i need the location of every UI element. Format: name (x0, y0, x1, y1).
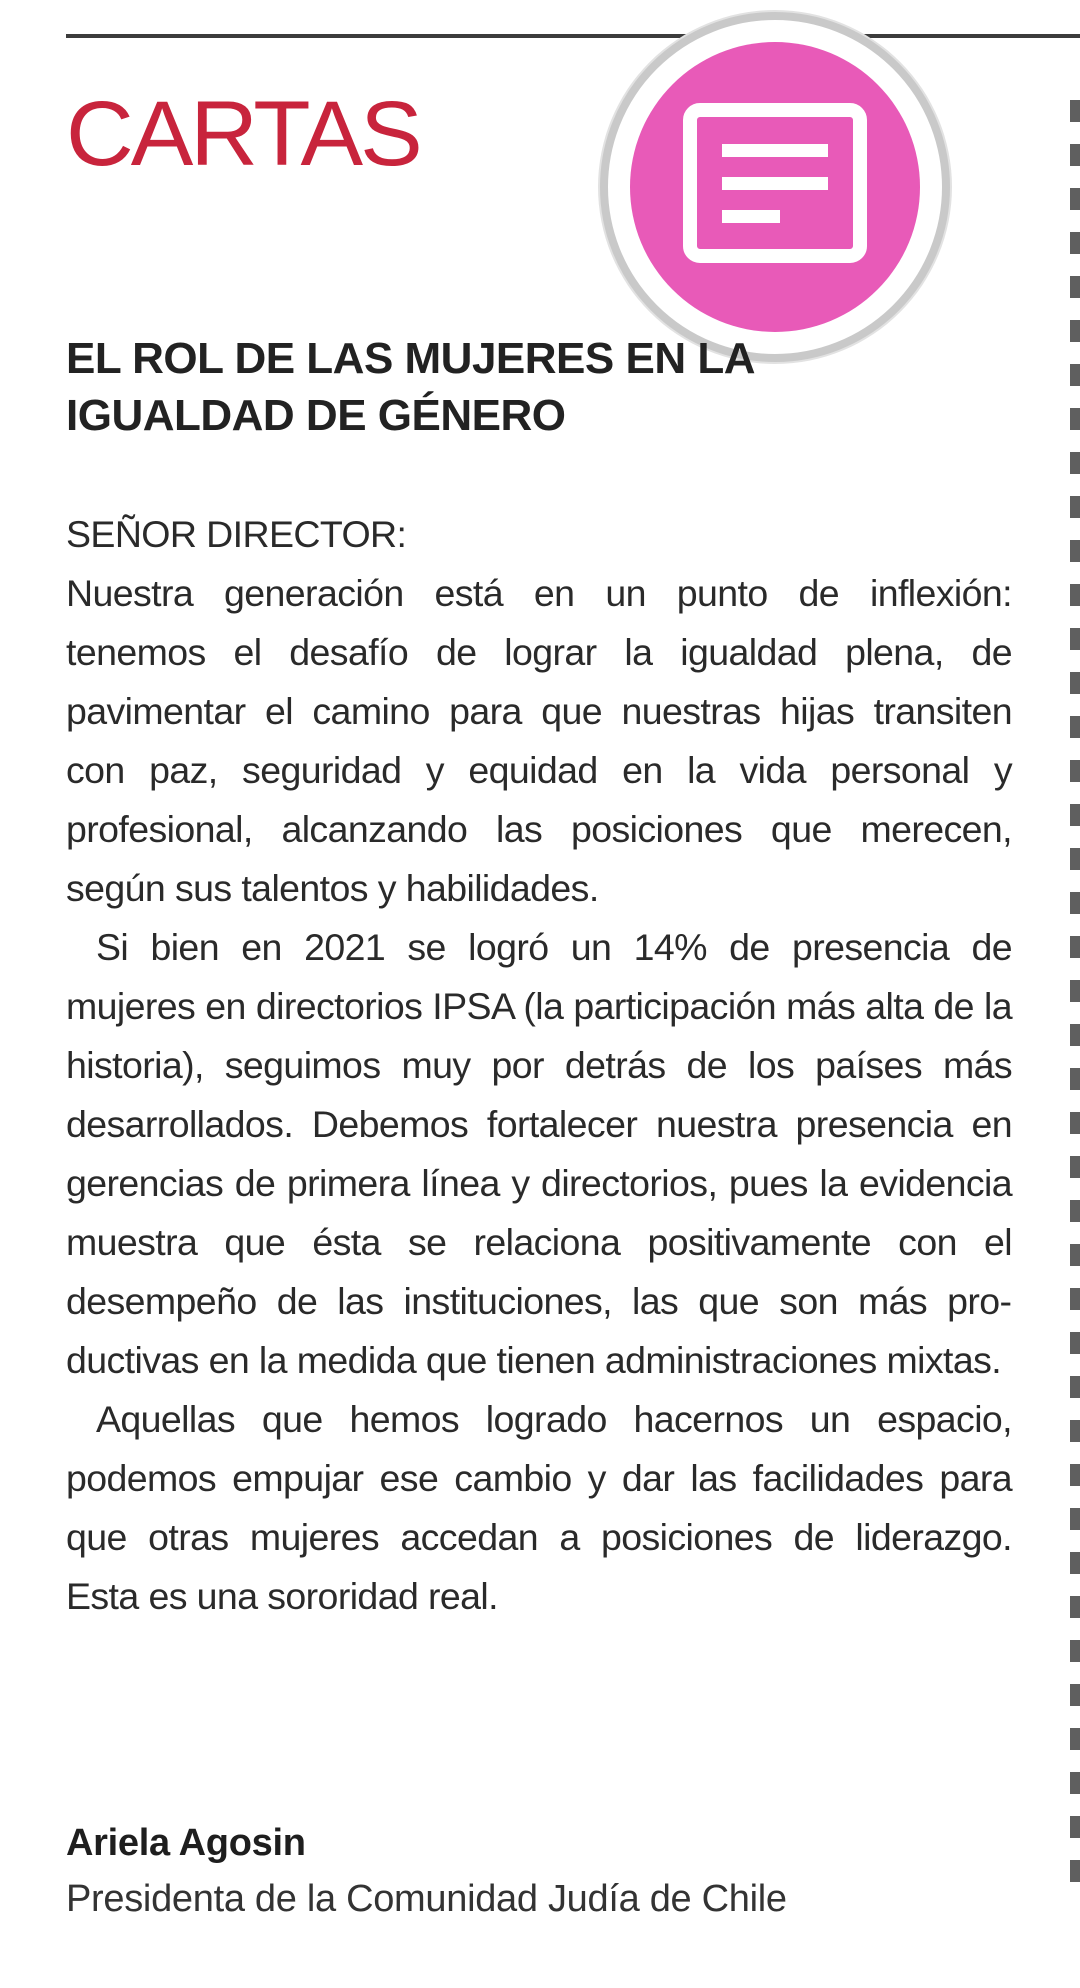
adjacent-column-edge (1070, 100, 1080, 1900)
paragraph-2: Si bien en 2021 se logró un 14% de presencia de mujeres en directorios IPSA (la participación más alta de la historia), seguimos muy por detrás de los países más desarrollados. Debemos fortalecer nuestra presencia en gerencias de primera línea y directorios, pues la evidencia muestra que ésta se relaciona positivamente con el desempeño de las instituciones, las que son más productivas en la medida que tienen administraciones mixtas. (66, 926, 1012, 1381)
letter-body (66, 505, 1012, 1626)
paragraph-3: Aquellas que hemos logrado hacernos un espacio, podemos empujar ese cambio y dar las facilidades para que otras mujeres accedan a posiciones de liderazgo. Esta es una sororidad real. (66, 1398, 1012, 1617)
letter-badge-circle (630, 42, 920, 332)
author-name: Ariela Agosin (66, 1822, 306, 1864)
letter-badge (600, 12, 950, 362)
author-role: Presidenta de la Comunidad Judía de Chile (66, 1878, 787, 1920)
section-title: CARTAS (66, 83, 420, 185)
letter-headline: EL ROL DE LAS MUJERES EN LA IGUALDAD DE GÉNERO (66, 334, 754, 440)
salutation: SEÑOR DIRECTOR: (66, 513, 407, 555)
paragraph-1: Nuestra generación está en un punto de inflexión: tenemos el desafío de lograr la igualdad plena, de pavimentar el camino para que nuestras hijas transiten con paz, seguridad y equidad en la vida personal y profesional, alcanzando las posiciones que merecen, según sus talentos y habilidades. (66, 572, 1012, 909)
signature (66, 1815, 1066, 1927)
top-rule (66, 34, 1080, 38)
letter-document-icon (682, 102, 868, 264)
